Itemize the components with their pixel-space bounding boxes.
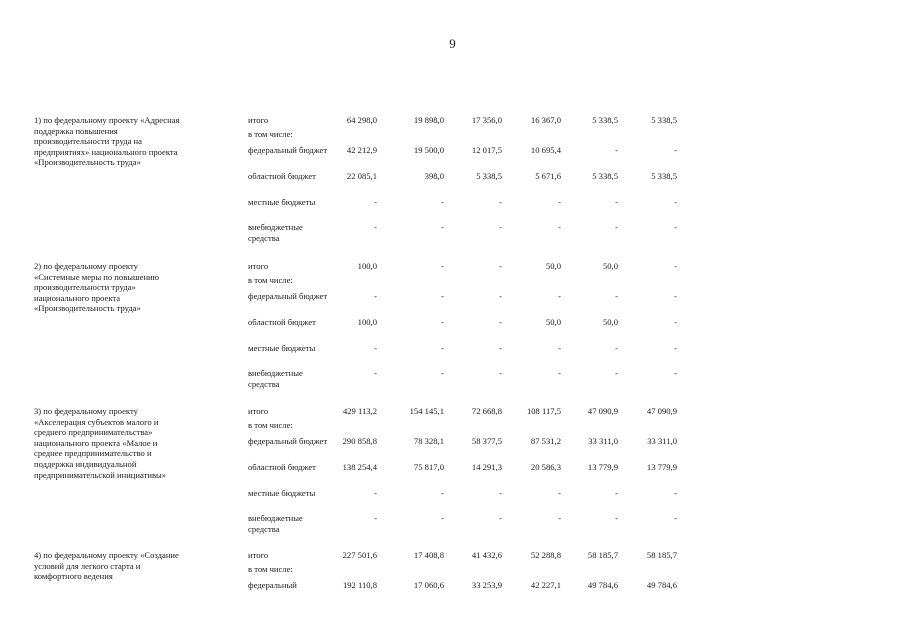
table-cell: - [499,317,502,327]
table-cell: - [615,222,618,232]
table-cell: 227 501,6 [342,550,377,560]
table-cell: 100,0 [357,261,377,271]
row-label: внебюджетные средства [248,513,303,534]
row-label: местные бюджеты [248,197,316,207]
table-cell: 33 311,0 [647,436,677,446]
table-cell: - [441,317,444,327]
table-cell: 5 338,5 [651,171,677,181]
table-cell: 50,0 [602,317,618,327]
table-cell: 75 817,0 [413,462,444,472]
table-cell: 10 695,4 [530,145,561,155]
row-label: внебюджетные средства [248,222,303,243]
project-title: 3) по федеральному проекту «Акселерация субъектов малого и среднего предпринимательства» национального проекта «Малое и среднее предпринимательство и поддержка индивидуальной предпринимательской инициативы» [34,406,167,480]
table-cell: 50,0 [545,317,561,327]
row-label: федеральный [248,580,297,590]
table-cell: 100,0 [357,317,377,327]
table-cell: 41 432,6 [471,550,502,560]
table-cell: - [499,343,502,353]
table-cell: 49 784,6 [646,580,677,590]
table-cell: - [374,368,377,378]
table-cell: 47 090,9 [587,406,618,416]
table-cell: 17 408,8 [413,550,444,560]
page-number: 9 [449,36,456,51]
row-label: итого [248,115,269,125]
table-cell: 47 090,9 [646,406,677,416]
table-cell: - [441,488,444,498]
table-cell: - [499,222,502,232]
table-cell: - [374,513,377,523]
table-cell: - [674,222,677,232]
row-label: федеральный бюджет [248,436,328,446]
row-label: местные бюджеты [248,343,316,353]
table-cell: 19 898,0 [413,115,444,125]
table-cell: - [374,222,377,232]
row-label: в том числе: [248,129,293,139]
table-cell: - [558,197,561,207]
table-cell: - [441,261,444,271]
table-cell: 14 291,3 [471,462,502,472]
table-cell: - [674,197,677,207]
table-cell: - [674,513,677,523]
table-cell: 58 377,5 [471,436,502,446]
row-label: областной бюджет [248,317,316,327]
table-cell: - [558,222,561,232]
table-cell: 33 311,0 [588,436,618,446]
table-cell: - [441,368,444,378]
table-cell: - [615,488,618,498]
table-cell: - [499,513,502,523]
table-cell: 13 779,9 [646,462,677,472]
row-label: федеральный бюджет [248,291,328,301]
table-cell: - [374,488,377,498]
table-cell: - [374,197,377,207]
table-cell: 290 858,8 [342,436,377,446]
table-cell: - [558,343,561,353]
row-label: внебюджетные средства [248,368,303,389]
table-cell: - [374,291,377,301]
table-cell: 17 356,0 [471,115,502,125]
table-cell: 5 671,6 [535,171,561,181]
table-cell: - [499,488,502,498]
table-cell: 50,0 [545,261,561,271]
table-cell: - [441,222,444,232]
row-label: итого [248,550,269,560]
table-cell: 50,0 [602,261,618,271]
table-cell: - [374,343,377,353]
table-cell: 12 017,5 [471,145,502,155]
table-cell: 87 531,2 [530,436,561,446]
row-label: итого [248,261,269,271]
table-cell: 108 117,5 [526,406,561,416]
table-cell: - [674,317,677,327]
table-cell: 5 338,5 [592,171,618,181]
table-cell: 33 253,9 [471,580,502,590]
table-cell: 58 185,7 [646,550,677,560]
table-cell: - [558,291,561,301]
table-cell: - [674,261,677,271]
table-cell: - [558,513,561,523]
table-cell: - [558,488,561,498]
project-title: 2) по федеральному проекту «Системные меры по повышению производительности труда» национального проекта «Производительность труда» [34,261,160,314]
table-cell: 49 784,6 [587,580,618,590]
row-label: областной бюджет [248,171,316,181]
table-cell: 64 298,0 [346,115,377,125]
table-cell: - [499,197,502,207]
table-cell: 138 254,4 [342,462,377,472]
table-cell: - [615,197,618,207]
row-label: в том числе: [248,420,293,430]
table-cell: 72 668,8 [471,406,502,416]
row-label: в том числе: [248,275,293,285]
project-title: 1) по федеральному проекту «Адресная поддержка повышения производительности труда на предприятиях» национального проекта «Производительность труда» [34,115,180,168]
table-cell: - [499,291,502,301]
table-cell: 42 212,9 [346,145,377,155]
table-cell: 154 145,1 [409,406,444,416]
table-cell: - [674,145,677,155]
table-cell: - [615,291,618,301]
row-label: местные бюджеты [248,488,316,498]
row-label: итого [248,406,269,416]
table-cell: - [558,368,561,378]
table-cell: - [615,145,618,155]
table-cell: 5 338,5 [476,171,502,181]
table-cell: - [674,488,677,498]
table-cell: 52 288,8 [530,550,561,560]
table-cell: 22 085,1 [346,171,377,181]
table-cell: - [441,291,444,301]
table-cell: - [615,513,618,523]
row-label: федеральный бюджет [248,145,328,155]
table-cell: 398,0 [424,171,444,181]
table-cell: 17 060,6 [413,580,444,590]
table-cell: 429 113,2 [342,406,377,416]
table-cell: - [674,291,677,301]
table-cell: 42 227,1 [530,580,561,590]
table-cell: - [441,513,444,523]
table-cell: 78 328,1 [413,436,444,446]
project-title: 4) по федеральному проекту «Создание условий для легкого старта и комфортного ведения [34,550,179,582]
table-cell: 13 779,9 [587,462,618,472]
table-cell: - [615,343,618,353]
table-cell: 5 338,5 [651,115,677,125]
table-cell: 192 110,8 [342,580,377,590]
table-cell: - [674,368,677,378]
row-label: в том числе: [248,564,293,574]
table-cell: 19 500,0 [413,145,444,155]
table-cell: - [441,343,444,353]
table-cell: - [499,368,502,378]
table-cell: 58 185,7 [587,550,618,560]
row-label: областной бюджет [248,462,316,472]
table-cell: 5 338,5 [592,115,618,125]
table-cell: 20 586,3 [530,462,561,472]
table-cell: 16 367,0 [530,115,561,125]
table-cell: - [441,197,444,207]
table-cell: - [615,368,618,378]
table-cell: - [499,261,502,271]
table-cell: - [674,343,677,353]
